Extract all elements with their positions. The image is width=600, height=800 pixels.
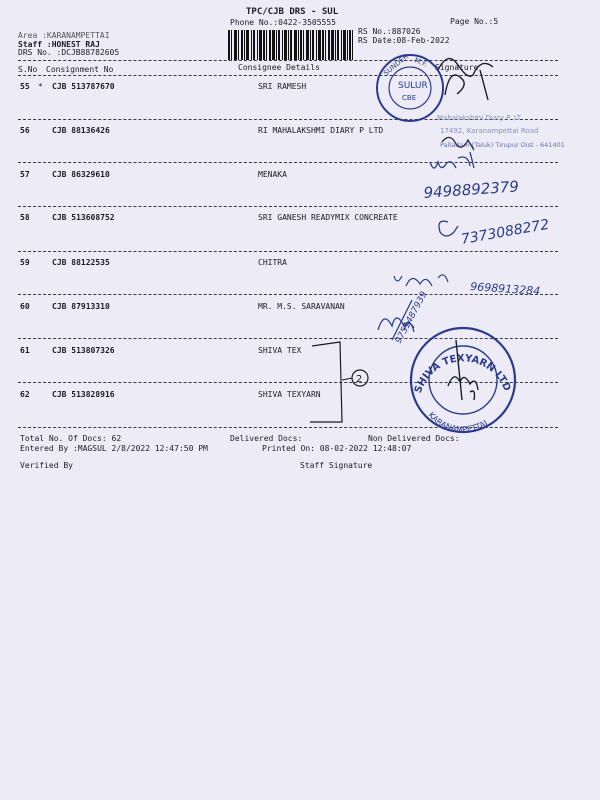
row-sno: 59	[20, 258, 30, 267]
col-signature: Signature	[435, 63, 479, 72]
table-row	[0, 390, 600, 402]
row-consignment: CJB 513608752	[52, 213, 115, 222]
sulur-stamp-bottom: CBE	[402, 94, 417, 102]
row-divider	[18, 294, 558, 295]
entered-by: Entered By :MAGSUL 2/8/2022 12:47:50 PM	[20, 444, 208, 453]
row-sno: 62	[20, 390, 30, 399]
verified-by: Verified By	[20, 461, 73, 470]
header-divider-bottom	[18, 75, 558, 76]
row-consignee: RI MAHALAKSHMI DIARY P LTD	[258, 126, 384, 135]
count-circle	[352, 370, 368, 386]
sulur-stamp-top: SUNDER	[382, 52, 410, 78]
col-consignment: Consignment No	[46, 65, 114, 74]
table-row	[0, 258, 600, 270]
row-consignee: SRI RAMESH	[258, 82, 307, 91]
diary-stamp-line3: Palladam (Taluk) Tirupur Dist - 641401	[440, 141, 565, 149]
row-divider	[18, 119, 558, 120]
staff-label: Staff :HONEST RAJ	[18, 40, 100, 49]
row-consignment: CJB 88136426	[52, 126, 110, 135]
row-consignment: CJB 513807326	[52, 346, 115, 355]
header-divider-top	[18, 60, 558, 61]
table-row	[0, 346, 600, 358]
row-consignee: MR. M.S. SARAVANAN	[258, 302, 345, 311]
row-consignee: MENAKA	[258, 170, 287, 179]
row-consignment: CJB 86329610	[52, 170, 110, 179]
printed-on: Printed On: 08-02-2022 12:48:07	[262, 444, 412, 453]
row-divider	[18, 427, 558, 428]
row-consignment: CJB 88122535	[52, 258, 110, 267]
row-divider	[18, 251, 558, 252]
rs-date: RS Date:08-Feb-2022	[358, 36, 450, 45]
signature-scrawl-57	[430, 152, 474, 168]
ganesh-phone: 7373088272	[459, 216, 551, 248]
phone-number: Phone No.:0422-3505555	[230, 18, 336, 27]
barcode-graphic	[228, 30, 353, 60]
row-divider	[18, 382, 558, 383]
col-sno: S.No	[18, 65, 38, 74]
row-consignee: SHIVA TEXYARN	[258, 390, 321, 399]
row-sno: 57	[20, 170, 30, 179]
staff-signature-label: Staff Signature	[300, 461, 373, 470]
diary-stamp-line2: 17492, Karanampettai Road	[440, 127, 539, 135]
area-label: Area :KARANAMPETTAI	[18, 31, 110, 40]
table-row	[0, 213, 600, 225]
signature-scrawl-59	[394, 275, 448, 286]
row-consignee: SRI GANESH READYMIX CONCREATE	[258, 213, 398, 222]
bracket-connector	[342, 378, 352, 380]
bracket-count: 2	[356, 374, 363, 385]
signature-scrawl-56	[442, 137, 474, 150]
row-marker: *	[38, 82, 43, 91]
row-sno: 61	[20, 346, 30, 355]
drs-number: DRS No. :DCJB88782605	[18, 48, 120, 57]
saravanan-phone: 9751487939	[393, 290, 430, 346]
page-number: Page No.:5	[450, 17, 499, 26]
non-delivered-docs: Non Delivered Docs:	[368, 434, 460, 443]
row-sno: 60	[20, 302, 30, 311]
sulur-stamp-mid: SULUR	[398, 81, 428, 91]
table-row	[0, 302, 600, 314]
row-consignment: CJB 513787670	[52, 82, 115, 91]
table-row	[0, 82, 600, 94]
row-consignment: CJB 87913310	[52, 302, 110, 311]
row-consignment: CJB 513828916	[52, 390, 115, 399]
delivered-docs: Delivered Docs:	[230, 434, 303, 443]
row-divider	[18, 162, 558, 163]
menaka-phone: 9498892379	[423, 177, 520, 202]
table-row	[0, 126, 600, 138]
row-sno: 55	[20, 82, 30, 91]
rs-number: RS No.:887026	[358, 27, 421, 36]
shiva-stamp	[411, 328, 515, 435]
shiva-stamp-bottom-text: KARANAMPETTAI	[426, 410, 490, 435]
row-divider	[18, 338, 558, 339]
row-consignee: SHIVA TEX	[258, 346, 302, 355]
col-consignee: Consignee Details	[238, 63, 320, 72]
row-consignee: CHITRA	[258, 258, 287, 267]
row-sno: 58	[20, 213, 30, 222]
row-divider	[18, 206, 558, 207]
diary-stamp-line1: Mahalakshmi Diary P. LT	[437, 114, 522, 122]
table-row	[0, 170, 600, 182]
total-docs: Total No. Of Docs: 62	[20, 434, 122, 443]
document-title: TPC/CJB DRS - SUL	[246, 7, 339, 17]
shiva-stamp-top-text: SHIVA TEXYARN LTD	[412, 353, 513, 395]
row-sno: 56	[20, 126, 30, 135]
chitra-phone: 9698913284	[469, 280, 541, 298]
sulur-stamp-arc: M.F.	[413, 56, 429, 69]
